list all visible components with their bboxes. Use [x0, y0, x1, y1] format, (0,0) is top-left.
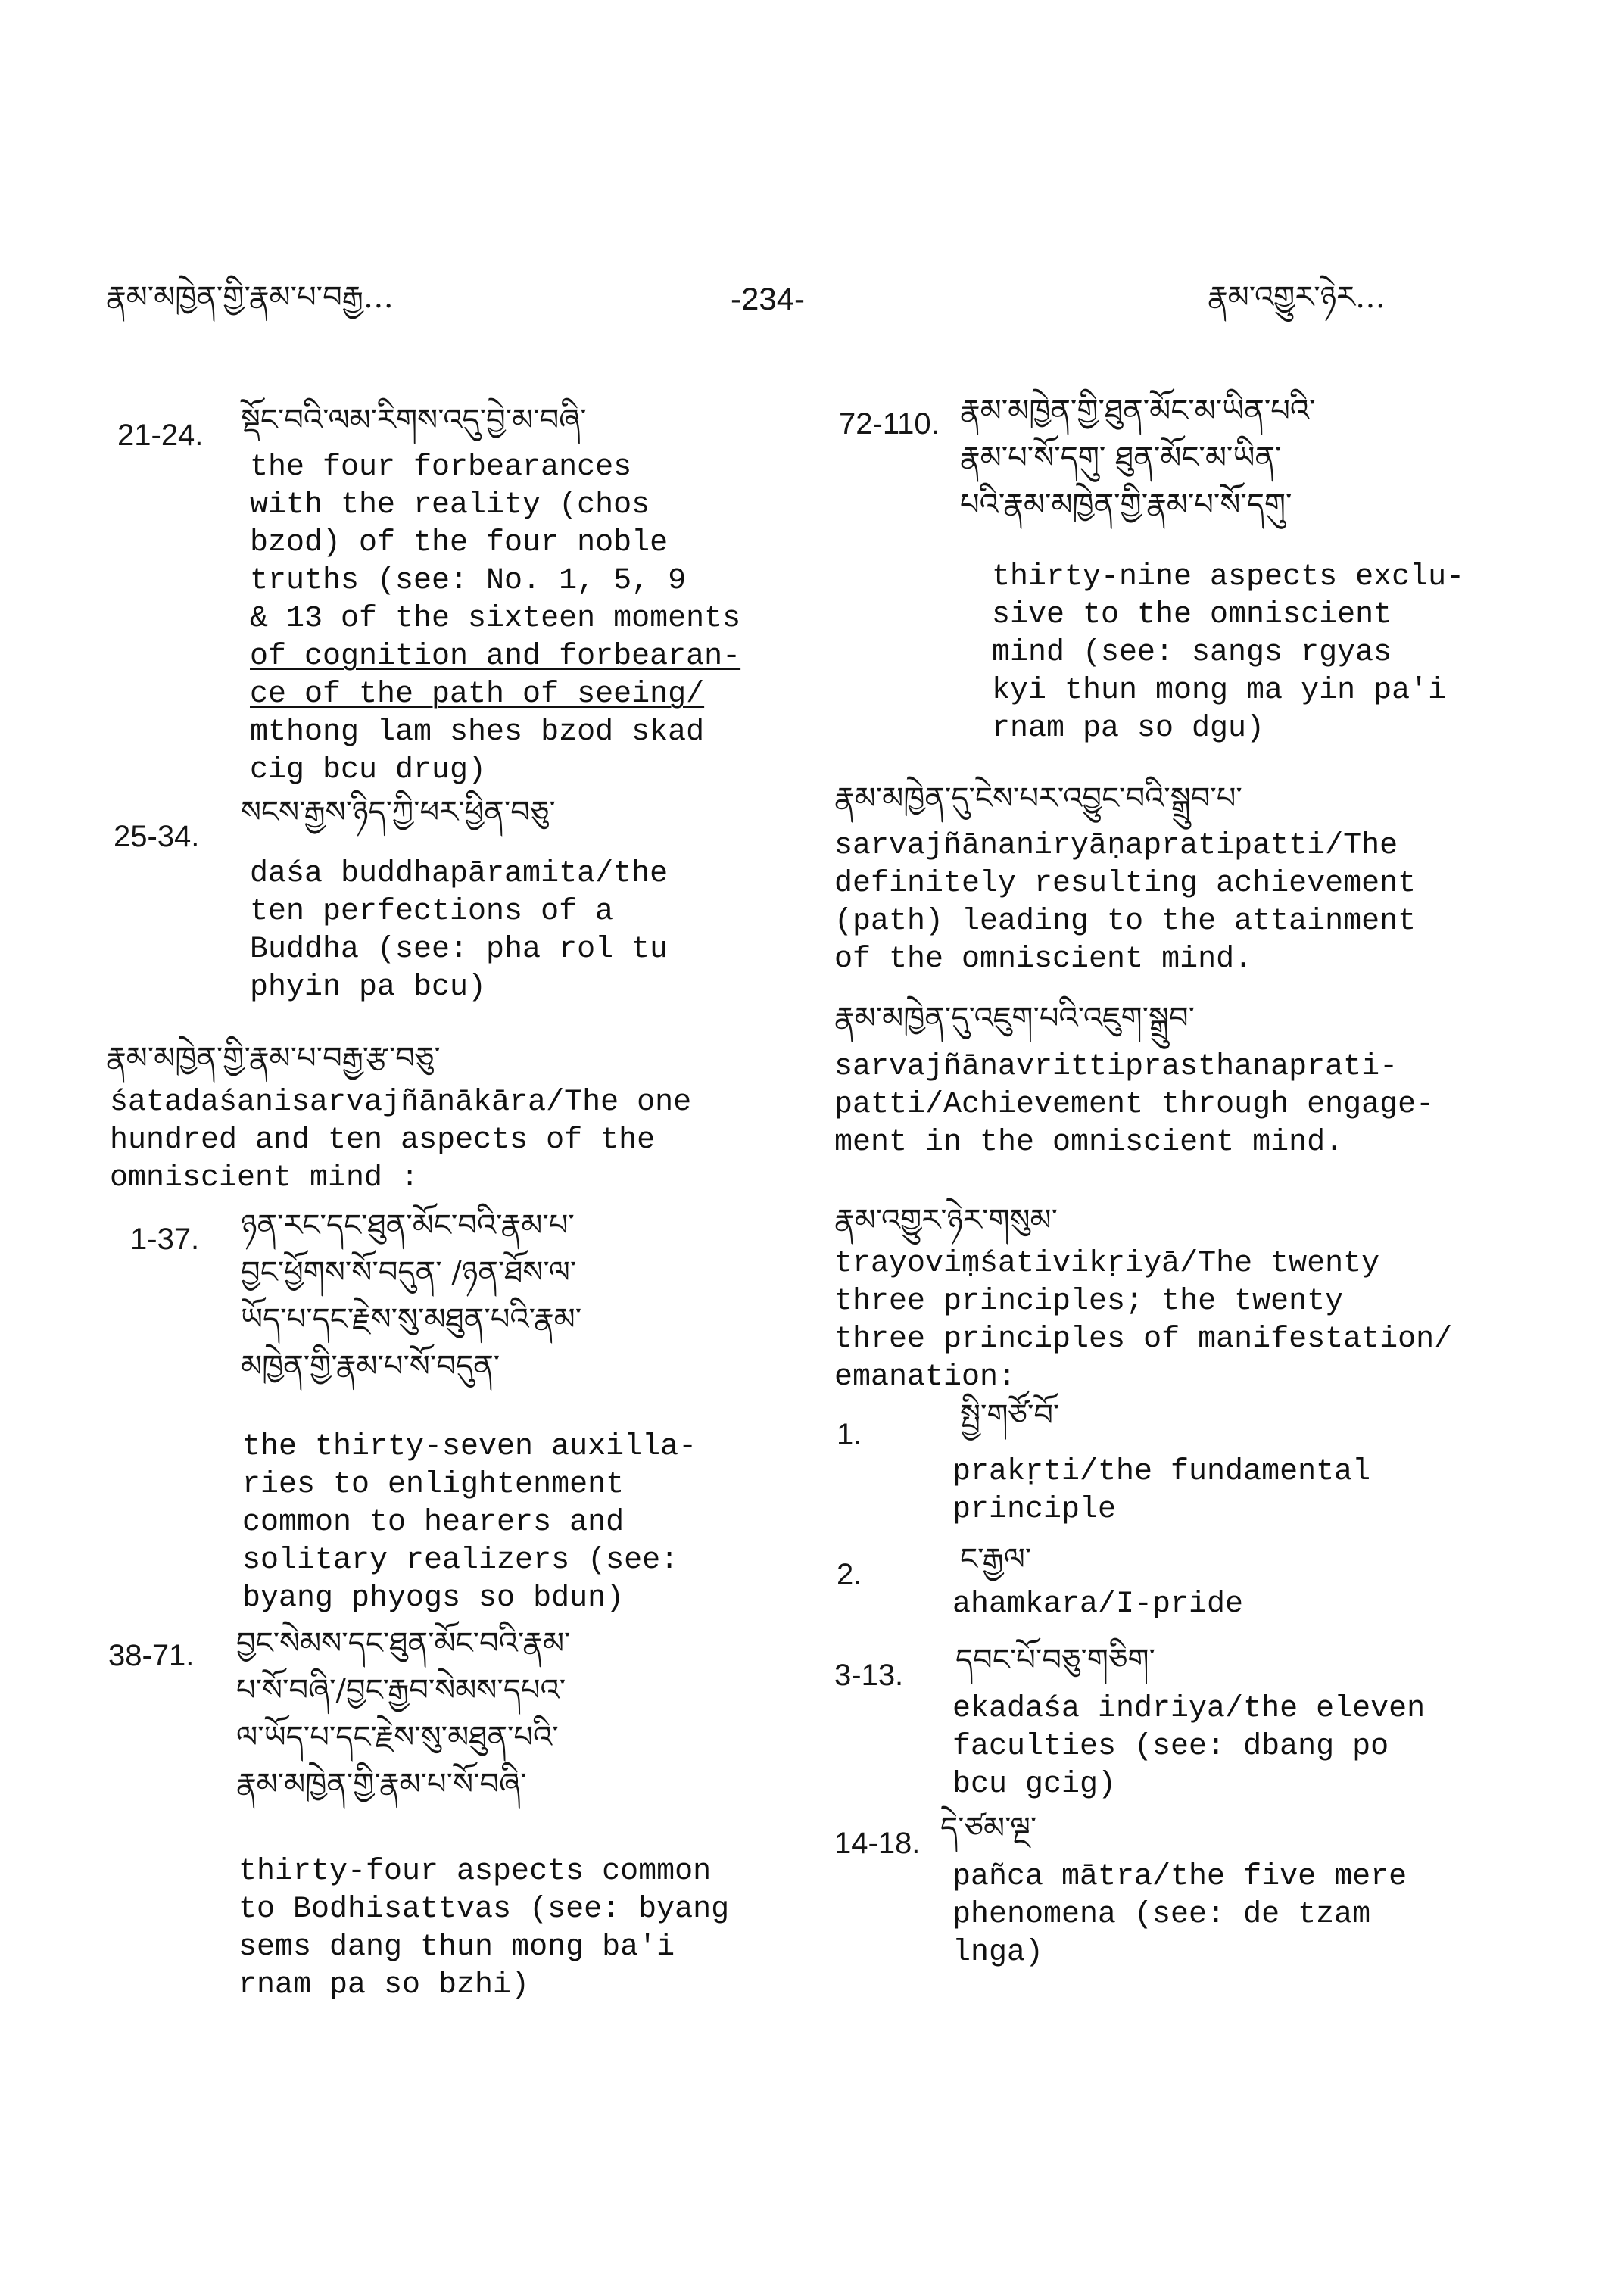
english-line: principle — [952, 1493, 1117, 1527]
english-line: thirty-nine aspects exclu- — [992, 560, 1465, 594]
english-line: & 13 of the sixteen moments — [250, 602, 741, 636]
english-line: pañca mātra/the five mere — [952, 1860, 1407, 1894]
tibetan-line: བྱང་སེམས་དང་ཐུན་མོང་བའི་རྣམ་ — [236, 1626, 571, 1661]
tibetan-line: རྣམ་མཁྱེན་གྱི་ཐུན་མོང་མ་ཡིན་པའི་ — [960, 394, 1316, 428]
english-line: omniscient mind : — [110, 1161, 419, 1195]
tibetan-line: པའི་རྣམ་མཁྱེན་གྱི་རྣམ་པ་སོ་དགུ་ — [960, 488, 1292, 522]
english-line: phyin pa bcu) — [250, 970, 487, 1005]
entry-definition — [952, 1858, 1407, 1972]
tibetan-block — [241, 1202, 581, 1390]
english-line: śatadaśanisarvajñānākāra/The one — [110, 1086, 692, 1120]
entry-definition — [952, 1586, 1243, 1624]
english-line: lnga) — [952, 1936, 1044, 1970]
tibetan-line: ཉན་རང་དང་ཐུན་མོང་བའི་རྣམ་པ་ — [241, 1208, 575, 1243]
english-line: sems dang thun mong ba'i — [238, 1930, 675, 1964]
english-line-underlined: of cognition and forbearan- — [250, 640, 741, 674]
entry-number: 1-37. — [130, 1223, 200, 1256]
english-line: daśa buddhapāramita/the — [250, 857, 669, 891]
tibetan-heading: རྣམ་འགྱུར་ཉེར་གསུམ་ — [834, 1203, 1058, 1238]
entry-number: 2. — [837, 1558, 862, 1591]
english-line: truths (see: No. 1, 5, 9 — [250, 564, 687, 598]
english-line: the thirty-seven auxilla- — [242, 1430, 697, 1464]
english-line: definitely resulting achievement — [834, 867, 1417, 901]
english-line: byang phyogs so bdun) — [242, 1581, 625, 1615]
entry-definition — [250, 449, 740, 790]
tibetan-line: སྤྱི་གཙོ་བོ་ — [960, 1398, 1060, 1433]
english-line: (path) leading to the attainment — [834, 905, 1417, 939]
english-line: sive to the omniscient — [992, 598, 1392, 632]
entry-number: 14-18. — [834, 1827, 921, 1860]
english-line-underlined: ce of the path of seeing/ — [250, 678, 705, 712]
entry-number: 25-34. — [114, 820, 200, 853]
page-number: -234- — [731, 281, 806, 316]
english-line: to Bodhisattvas (see: byang — [238, 1893, 730, 1927]
english-line: faculties (see: dbang po — [952, 1730, 1389, 1764]
tibetan-line: པ་སོ་བཞི་/བྱང་རྒྱབ་སེམས་དཔའ་ — [236, 1673, 566, 1708]
left-running-head: རྣམ་མཁྱེན་གྱི་རྣམ་པ་བརྒྱ… — [106, 280, 394, 315]
entry-definition — [952, 1690, 1425, 1804]
tibetan-heading: རྣམ་མཁྱེན་གྱི་རྣམ་པ་བརྒྱ་རྩ་བཅུ་ — [106, 1041, 441, 1076]
english-line: thirty-four aspects common — [238, 1855, 712, 1889]
tibetan-line: སངས་རྒྱས་ཉིད་ཀྱི་ཕར་ཕྱིན་བཅུ་ — [241, 795, 556, 830]
entry-number: 38-71. — [108, 1639, 195, 1672]
section-definition — [834, 1245, 1452, 1397]
english-line: the four forbearances — [250, 450, 632, 484]
right-running-head: རྣམ་འགྱུར་ཉེར… — [1208, 280, 1386, 315]
english-line: kyi thun mong ma yin pa'i — [992, 674, 1447, 708]
section-definition — [834, 1048, 1434, 1162]
english-line: trayoviṃśativikṛiyā/The twenty — [834, 1247, 1380, 1281]
entry-definition — [250, 855, 668, 1007]
tibetan-block — [960, 388, 1315, 528]
english-line: ment in the omniscient mind. — [834, 1126, 1344, 1160]
english-line: mind (see: sangs rgyas — [992, 636, 1392, 670]
entry-definition — [242, 1428, 697, 1618]
tibetan-block — [236, 1620, 570, 1808]
english-line: cig bcu drug) — [250, 753, 487, 787]
english-line: bzod) of the four noble — [250, 526, 669, 560]
tibetan-line: དེ་ཙམ་ལྔ་ — [940, 1811, 1037, 1846]
entry-number: 3-13. — [834, 1659, 904, 1692]
tibetan-line: ཡོད་པ་དང་རྗེས་སུ་མཐུན་པའི་རྣམ་ — [241, 1302, 582, 1337]
english-line: three principles of manifestation/ — [834, 1323, 1453, 1357]
entry-number: 1. — [837, 1418, 862, 1451]
entry-definition — [992, 559, 1464, 748]
tibetan-heading: རྣམ་མཁྱེན་དུ་ངེས་པར་འབྱུང་བའི་སྒྲུབ་པ་ — [834, 781, 1242, 816]
english-line: of the omniscient mind. — [834, 942, 1253, 977]
english-line: bcu gcig) — [952, 1768, 1117, 1802]
english-line: hundred and ten aspects of the — [110, 1123, 656, 1157]
tibetan-line: རྣམ་མཁྱེན་གྱི་རྣམ་པ་སོ་བཞི་ — [236, 1767, 527, 1802]
english-line: solitary realizers (see: — [242, 1544, 679, 1578]
english-line: common to hearers and — [242, 1506, 625, 1540]
english-line: patti/Achievement through engage- — [834, 1088, 1435, 1122]
english-line: with the reality (chos — [250, 488, 650, 522]
english-line: ten perfections of a — [250, 895, 614, 929]
section-definition — [834, 827, 1416, 979]
tibetan-line: བྱང་ཕྱོགས་སོ་བདུན་ /ཉན་ཐོས་ལ་ — [241, 1255, 577, 1290]
english-line: Buddha (see: pha rol tu — [250, 933, 669, 967]
tibetan-heading: རྣམ་མཁྱེན་དུ་འཇུག་པའི་འཇུག་སྒྲུབ་ — [834, 1001, 1195, 1036]
tibetan-line: ང་རྒྱལ་ — [960, 1542, 1032, 1577]
entry-number: 72-110. — [839, 407, 940, 441]
english-line: ekadaśa indriya/the eleven — [952, 1692, 1426, 1726]
english-line: sarvajñānavrittiprasthanaprati- — [834, 1050, 1398, 1084]
section-definition — [110, 1084, 691, 1198]
english-line: sarvajñānaniryāṇapratipatti/The — [834, 829, 1398, 863]
english-line: rnam pa so dgu) — [992, 712, 1265, 746]
entry-definition — [238, 1853, 729, 2005]
english-line: ries to enlightenment — [242, 1468, 625, 1502]
tibetan-line: རྣམ་པ་སོ་དགུ་ ཐུན་མོང་མ་ཡིན་ — [960, 441, 1282, 475]
entry-definition — [952, 1453, 1370, 1529]
tibetan-line: མཁྱེན་གྱི་རྣམ་པ་སོ་བདུན་ — [241, 1349, 500, 1384]
tibetan-line: དབང་པོ་བཅུ་གཅིག་ — [955, 1643, 1155, 1678]
entry-number: 21-24. — [117, 419, 204, 452]
english-line: mthong lam shes bzod skad — [250, 715, 705, 749]
english-line: rnam pa so bzhi) — [238, 1968, 530, 2002]
english-line: ahamkara/I-pride — [952, 1587, 1244, 1622]
tibetan-line: ལ་ཡོད་པ་དང་རྗེས་སུ་མཐུན་པའི་ — [236, 1720, 559, 1755]
english-line: three principles; the twenty — [834, 1285, 1344, 1319]
english-line: phenomena (see: de tzam — [952, 1898, 1371, 1932]
english-line: prakṛti/the fundamental — [952, 1455, 1371, 1489]
english-line: emanation: — [834, 1360, 1017, 1394]
tibetan-line: སྡོང་བའི་ལམ་རིགས་འདུ་བྱེ་མ་བཞི་ — [241, 403, 587, 438]
